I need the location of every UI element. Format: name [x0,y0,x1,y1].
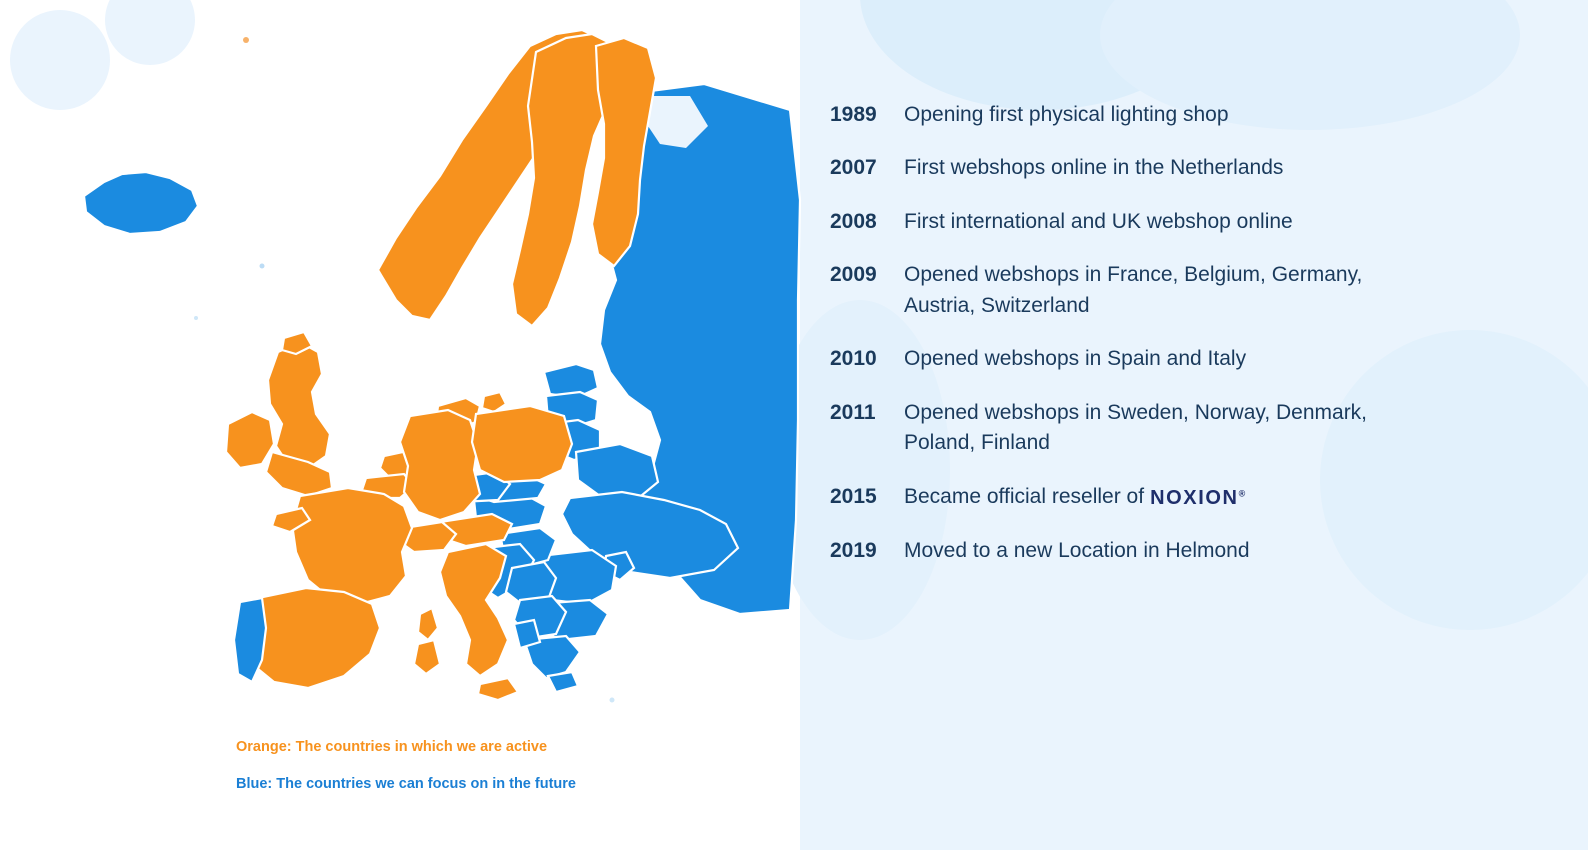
timeline-event-line1: First international and UK webshop online [904,209,1293,233]
timeline-event-line1: Opened webshops in Spain and Italy [904,347,1247,371]
timeline-year: 1989 [830,103,877,126]
timeline-row [830,100,1530,130]
timeline-year: 2019 [830,538,877,562]
timeline-row [830,207,1530,237]
timeline-row [830,153,1530,183]
timeline-year: 2015 [830,484,877,508]
timeline-year: 2007 [830,156,877,180]
timeline-event [900,536,1530,566]
timeline-event-line2: Poland, Finland [904,431,1050,455]
timeline-event [900,100,1530,130]
noxion-logo [1150,484,1245,513]
timeline-event-line1: Opened webshops in France, Belgium, Germany, [904,263,1363,287]
timeline-year: 2010 [830,347,877,371]
timeline-year: 2011 [830,400,876,424]
timeline-event [900,344,1530,374]
timeline-row [830,536,1530,566]
timeline-event [900,207,1530,237]
registered-mark: ® [1238,487,1246,498]
noxion-wordmark: NOXION [1150,486,1239,509]
timeline-event [900,482,1530,513]
timeline-event-line1: Opening first physical lighting shop [904,103,1229,126]
map-legend [236,738,756,811]
timeline-row [830,398,1530,459]
timeline-event [900,153,1530,183]
timeline-event-line1: Opened webshops in Sweden, Norway, Denmark, [904,400,1368,424]
timeline-year: 2009 [830,263,877,287]
timeline-event-line1: First webshops online in the Netherlands [904,156,1284,180]
timeline-event [900,260,1530,321]
timeline-row [830,344,1530,374]
company-timeline [830,100,1530,589]
timeline-event-line1: Became official reseller of [904,484,1145,508]
legend-item-future: Blue: The countries we can focus on in the future [236,775,576,792]
timeline-event-line2: Austria, Switzerland [904,293,1090,317]
timeline-event [900,398,1530,459]
timeline-event-line1: Moved to a new Location in Helmond [904,538,1250,562]
timeline-row [830,482,1530,513]
legend-item-active: Orange: The countries in which we are active [236,739,548,755]
timeline-row [830,260,1530,321]
timeline-year: 2008 [830,209,877,233]
